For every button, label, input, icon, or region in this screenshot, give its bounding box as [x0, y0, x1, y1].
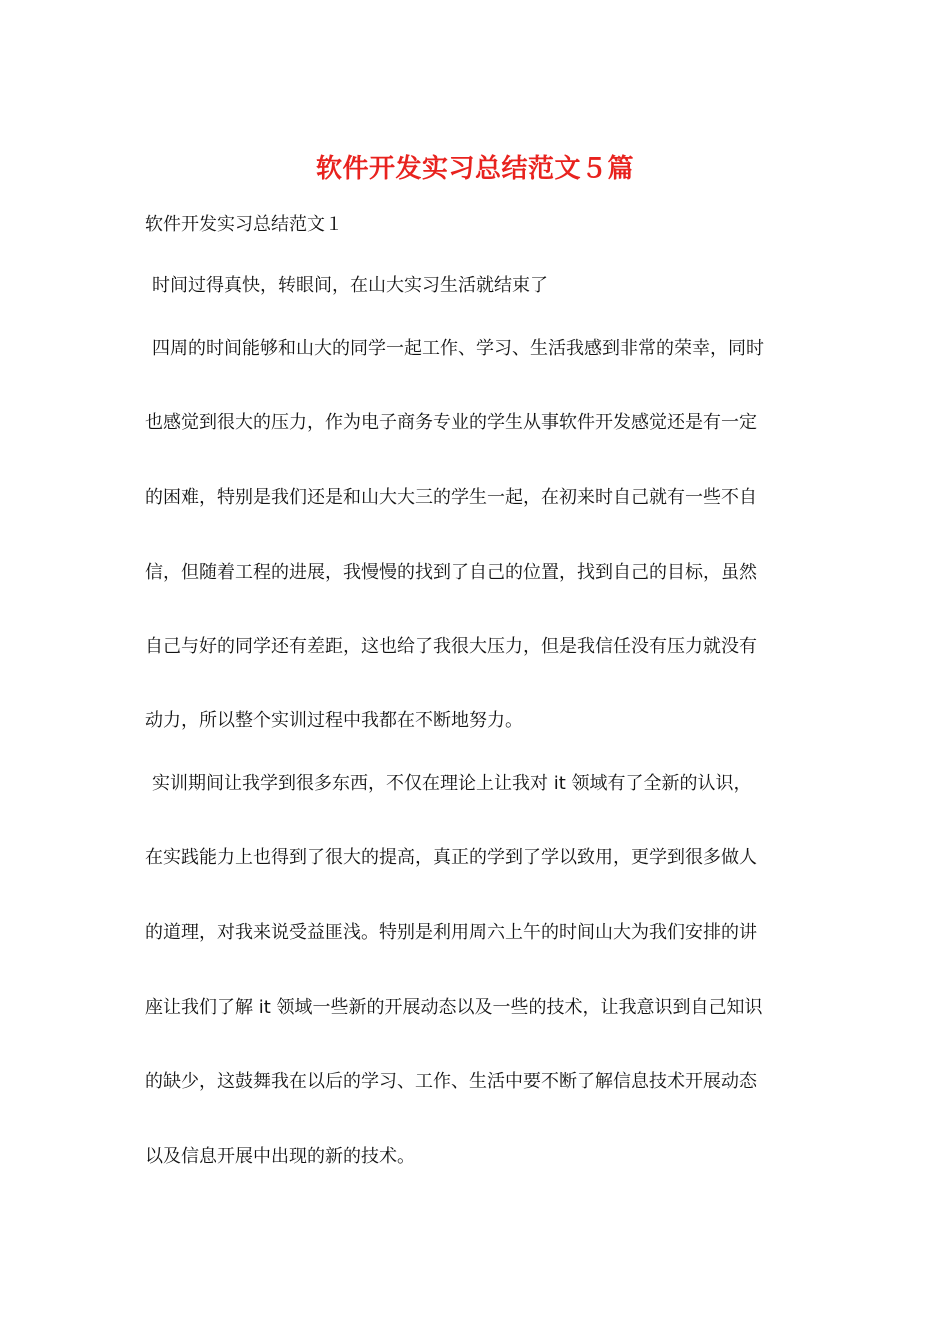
paragraph-line: 的缺少，这鼓舞我在以后的学习、工作、生活中要不断了解信息技术开展动态: [145, 1071, 757, 1092]
paragraph-line: 在实践能力上也得到了很大的提高，真正的学到了学以致用，更学到很多做人: [145, 847, 757, 868]
section-heading: 软件开发实习总结范文１: [145, 214, 343, 235]
paragraph-line: 以及信息开展中出现的新的技术。: [145, 1146, 415, 1167]
paragraph-line: 信，但随着工程的进展，我慢慢的找到了自己的位置，找到自己的目标，虽然: [145, 562, 757, 583]
paragraph-line: 也感觉到很大的压力，作为电子商务专业的学生从事软件开发感觉还是有一定: [145, 412, 757, 433]
paragraph-line: 时间过得真快，转眼间，在山大实习生活就结束了: [152, 275, 548, 296]
paragraph-line: 实训期间让我学到很多东西，不仅在理论上让我对 it 领域有了全新的认识，: [152, 773, 752, 794]
paragraph-line: 四周的时间能够和山大的同学一起工作、学习、生活我感到非常的荣幸，同时: [152, 338, 764, 359]
document-title: 软件开发实习总结范文５篇: [315, 154, 634, 184]
paragraph-line: 的困难，特别是我们还是和山大大三的学生一起，在初来时自己就有一些不自: [145, 487, 757, 508]
paragraph-line: 座让我们了解 it 领域一些新的开展动态以及一些的技术，让我意识到自己知识: [145, 997, 763, 1018]
paragraph-line: 的道理，对我来说受益匪浅。特别是利用周六上午的时间山大为我们安排的讲: [145, 922, 757, 943]
paragraph-line: 动力，所以整个实训过程中我都在不断地努力。: [145, 710, 523, 731]
paragraph-line: 自己与好的同学还有差距，这也给了我很大压力，但是我信任没有压力就没有: [145, 636, 757, 657]
